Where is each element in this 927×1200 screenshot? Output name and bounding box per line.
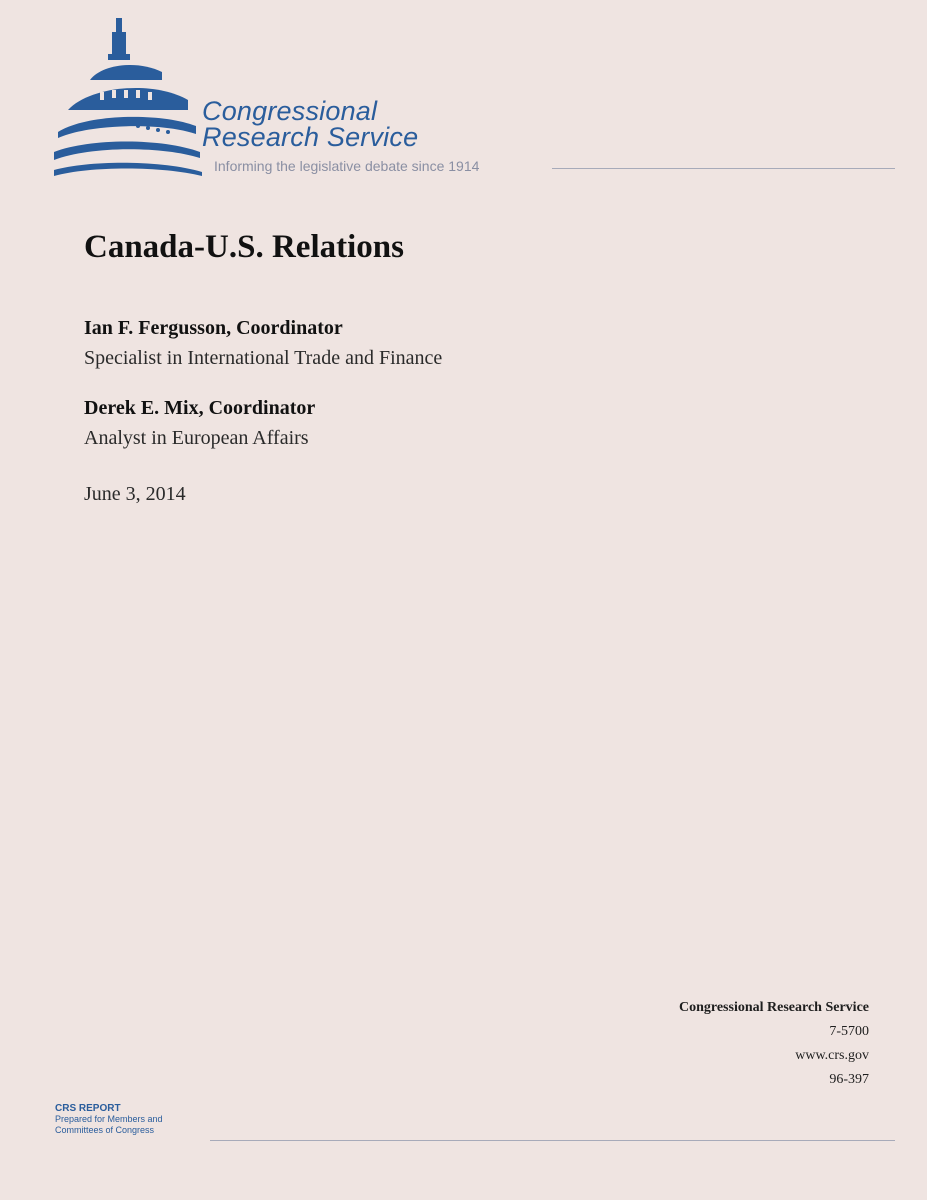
author-2: [84, 393, 315, 453]
logo-line-1: Congressional: [202, 96, 378, 126]
footer-line-1: Prepared for Members and: [55, 1114, 163, 1124]
author-name: Ian F. Fergusson, Coordinator: [84, 317, 343, 339]
publisher-website: www.crs.gov: [795, 1048, 869, 1063]
author-name: Derek E. Mix, Coordinator: [84, 397, 316, 419]
report-label: CRS REPORT: [55, 1103, 121, 1114]
logo-line-2: Research Service: [202, 122, 419, 152]
publisher-phone: 7-5700: [829, 1024, 869, 1039]
header-divider: [552, 168, 895, 169]
crs-report-footer: [55, 1103, 163, 1136]
report-date: June 3, 2014: [84, 483, 186, 505]
report-title: Canada-U.S. Relations: [84, 229, 404, 265]
footer-divider: [210, 1140, 895, 1141]
crs-logo-wordmark: [202, 98, 418, 150]
capitol-dome-icon: [50, 14, 210, 180]
author-role: Specialist in International Trade and Finance: [84, 347, 443, 369]
author-role: Analyst in European Affairs: [84, 427, 309, 449]
publisher-block: [679, 996, 869, 1092]
logo-tagline: Informing the legislative debate since 1914: [214, 158, 480, 174]
publisher-name: Congressional Research Service: [678, 1000, 869, 1015]
author-1: [84, 313, 442, 373]
report-number: 96-397: [829, 1072, 869, 1087]
footer-line-2: Committees of Congress: [55, 1125, 155, 1135]
